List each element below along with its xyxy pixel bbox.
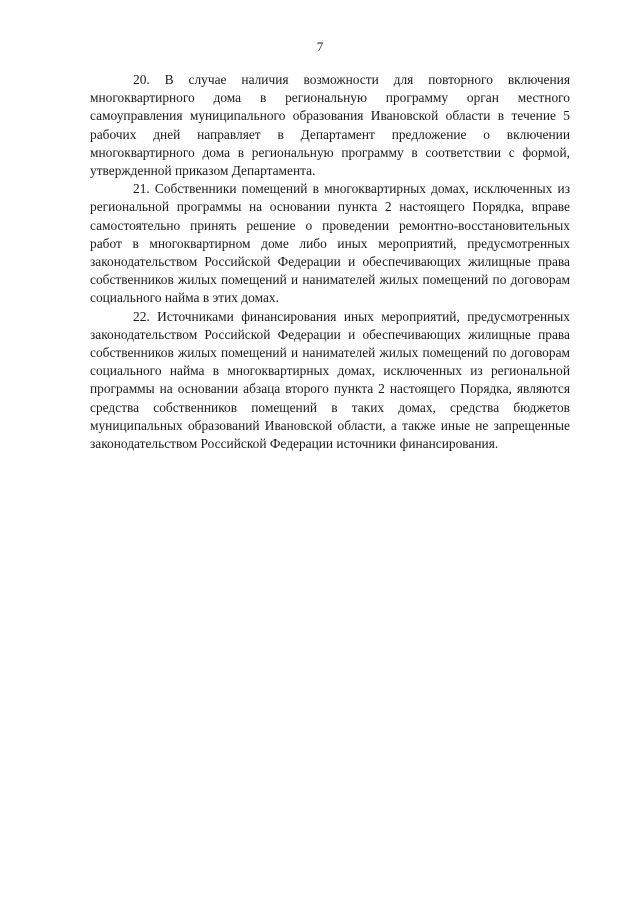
document-body — [90, 71, 570, 453]
paragraph-20: 20. В случае наличия возможности для повторного включения многоквартирного дома в региональную программу орган местного самоуправления муниципального образования Ивановской области в течение 5 рабочих дней направляет в Департамент предложение о включении многоквартирного дома в региональную программу в соответствии с формой, утвержденной приказом Департамента. — [90, 72, 570, 179]
paragraph-22: 22. Источниками финансирования иных мероприятий, предусмотренных законодательством Российской Федерации и обеспечивающих жилищные права собственников жилых помещений и нанимателей жилых помещений по договорам социального найма в многоквартирных домах, исключенных из региональной программы на основании абзаца второго пункта 2 настоящего Порядка, являются средства собственников помещений в таких домах, средства бюджетов муниципальных образований Ивановской области, а также иные не запрещенные законодательством Российской Федерации источники финансирования. — [90, 308, 570, 452]
page-number: 7 — [316, 39, 324, 54]
paragraph-21: 21. Собственники помещений в многоквартирных домах, исключенных из региональной программы на основании пункта 2 настоящего Порядка, вправе самостоятельно принять решение о проведении ремонтно-восстановительных работ в многоквартирном доме либо иных мероприятий, предусмотренных законодательством Российской Федерации и обеспечивающих жилищные права собственников жилых помещений и нанимателей жилых помещений по договорам социального найма в этих домах. — [90, 181, 570, 306]
